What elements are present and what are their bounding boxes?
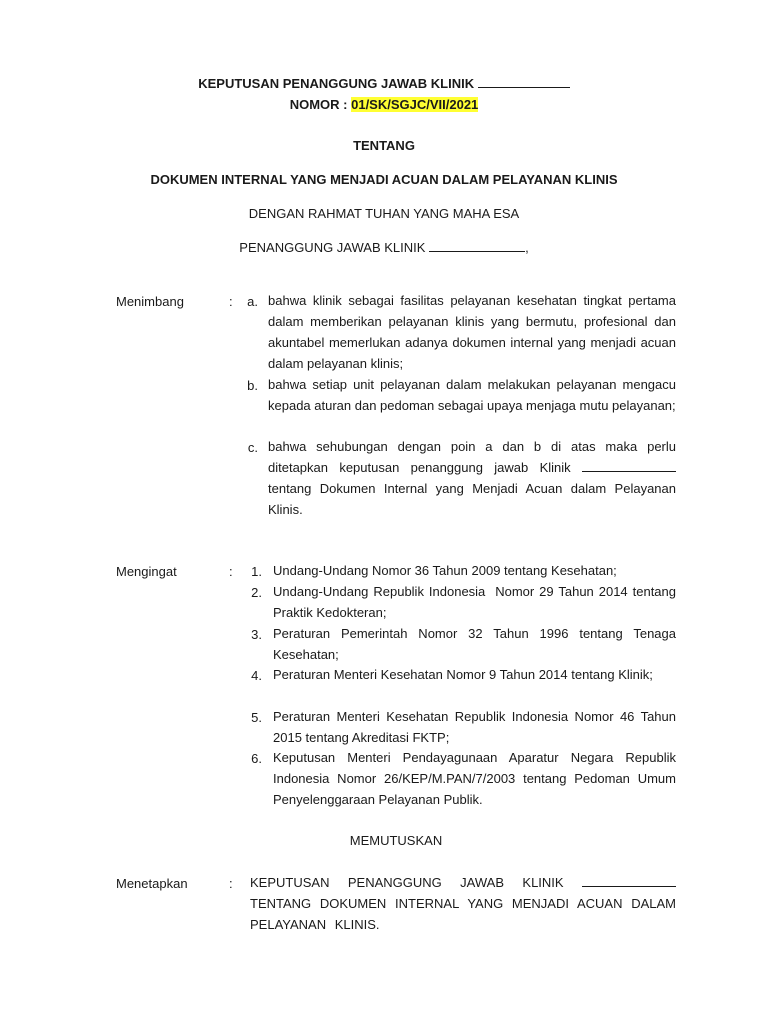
mengingat-colon: : (229, 564, 233, 579)
menimbang-marker-b: b. (247, 378, 258, 393)
authority-line: PENANGGUNG JAWAB KLINIK , (239, 240, 529, 255)
mengingat-item-2: Undang-Undang Republik Indonesia Nomor 29 Tahun 2014 tentang Praktik Kedokteran; (273, 584, 680, 620)
menetapkan-text: KEPUTUSAN PENANGGUNG JAWAB KLINIK TENTANG DOKUMEN INTERNAL YANG MENJADI ACUAN DALAM PELAYANAN KLINIS. (250, 875, 676, 932)
menetapkan-label: Menetapkan (116, 876, 188, 891)
menetapkan-colon: : (229, 876, 233, 891)
clinic-name-blank (582, 875, 676, 887)
menimbang-colon: : (229, 294, 233, 309)
mengingat-marker-1: 1. (251, 564, 262, 579)
menimbang-label: Menimbang (116, 294, 184, 309)
clinic-name-blank (582, 460, 676, 472)
menimbang-item-b: bahwa setiap unit pelayanan dalam melakukan pelayanan mengacu kepada aturan dan pedoman sebagai upaya menjaga mutu pelayanan; (268, 377, 676, 413)
mengingat-marker-2: 2. (251, 585, 262, 600)
blessing-line: DENGAN RAHMAT TUHAN YANG MAHA ESA (248, 206, 520, 221)
mengingat-item-4: Peraturan Menteri Kesehatan Nomor 9 Tahun 2014 tentang Klinik; (273, 667, 653, 682)
nomor-label: NOMOR : (289, 97, 348, 112)
menimbang-marker-c: c. (247, 440, 258, 455)
mengingat-marker-5: 5. (251, 710, 262, 725)
menimbang-marker-a: a. (247, 294, 258, 309)
nomor-value: 01/SK/SGJC/VII/2021 (351, 97, 479, 112)
mengingat-item-5: Peraturan Menteri Kesehatan Republik Indonesia Nomor 46 Tahun 2015 tentang Akreditasi FKTP; (273, 709, 676, 745)
mengingat-item-3: Peraturan Pemerintah Nomor 32 Tahun 1996 tentang Tenaga Kesehatan; (273, 626, 676, 662)
menimbang-item-a: bahwa klinik sebagai fasilitas pelayanan kesehatan tingkat pertama dalam memberikan pelayanan klinis yang bermutu, profesional dan akuntabel memerlukan adanya dokumen internal yang menjadi acuan dalam pelayanan klinis; (268, 293, 676, 371)
mengingat-item-1: Undang-Undang Nomor 36 Tahun 2009 tentang Kesehatan; (273, 563, 617, 578)
memutuskan-heading: MEMUTUSKAN (349, 833, 443, 848)
mengingat-marker-3: 3. (251, 627, 262, 642)
authority-blank (429, 240, 525, 252)
menimbang-item-c: bahwa sehubungan dengan poin a dan b di atas maka perlu ditetapkan keputusan penanggung jawab Klinik tentang Dokumen Internal yang Menjadi Acuan dalam Pelayanan Klinis. (268, 439, 676, 517)
decree-subject: DOKUMEN INTERNAL YANG MENJADI ACUAN DALAM PELAYANAN KLINIS (150, 172, 618, 187)
mengingat-item-6: Keputusan Menteri Pendayagunaan Aparatur Negara Republik Indonesia Nomor 26/KEP/M.PAN/7/2003 tentang Pedoman Umum Penyelenggaraan Pelayanan Publik. (273, 750, 676, 807)
clinic-name-blank (478, 76, 570, 88)
decree-number (0, 97, 768, 112)
mengingat-marker-4: 4. (251, 668, 262, 683)
mengingat-marker-6: 6. (251, 751, 262, 766)
decree-title: KEPUTUSAN PENANGGUNG JAWAB KLINIK (0, 76, 768, 91)
tentang-heading: TENTANG (353, 138, 415, 153)
mengingat-label: Mengingat (116, 564, 177, 579)
